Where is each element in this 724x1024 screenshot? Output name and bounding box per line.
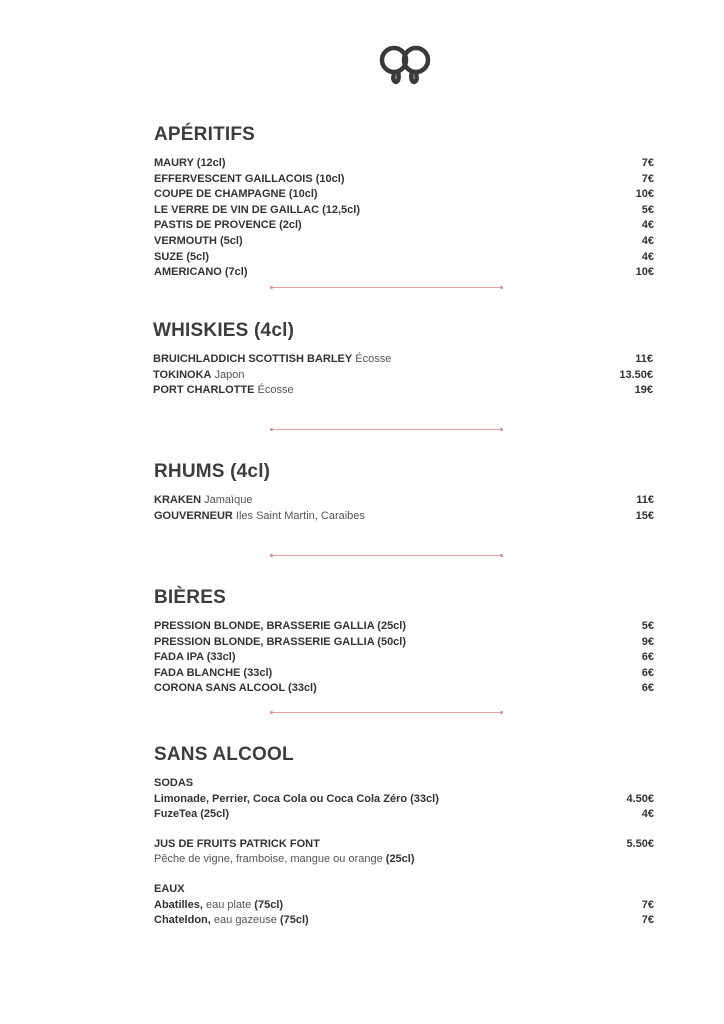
menu-item bbox=[154, 898, 654, 914]
item-price: 13.50€ bbox=[619, 368, 653, 381]
menu-item bbox=[154, 234, 654, 250]
menu-item bbox=[154, 203, 654, 219]
item-price: 6€ bbox=[641, 682, 654, 695]
menu-item bbox=[154, 807, 654, 823]
item-price: 7€ bbox=[641, 914, 654, 927]
item-name: Abatilles, bbox=[154, 898, 203, 911]
menu-item bbox=[154, 250, 654, 266]
section-divider bbox=[271, 712, 502, 713]
item-description bbox=[154, 852, 654, 868]
item-name: GOUVERNEUR bbox=[154, 509, 233, 522]
item-name: SUZE (5cl) bbox=[154, 250, 210, 263]
item-origin: Jamaïque bbox=[204, 494, 253, 506]
item-name: BRUICHLADDICH SCOTTISH BARLEY bbox=[153, 353, 353, 365]
section-divider bbox=[271, 555, 502, 556]
item-price: 10€ bbox=[635, 188, 654, 201]
section-aperitifs bbox=[154, 123, 654, 281]
item-price: 19€ bbox=[634, 384, 653, 397]
item-size: (75cl) bbox=[254, 898, 284, 911]
menu-item bbox=[153, 352, 653, 368]
group-sodas bbox=[154, 776, 654, 823]
item-size: (25cl) bbox=[385, 853, 415, 866]
group-title: SODAS bbox=[154, 777, 194, 789]
item-origin: Écosse bbox=[257, 384, 294, 397]
item-price: 4€ bbox=[641, 219, 654, 232]
menu-item bbox=[154, 172, 654, 188]
menu-item bbox=[154, 218, 654, 234]
item-price: 4€ bbox=[641, 808, 654, 821]
item-price: 11€ bbox=[636, 494, 654, 506]
item-price: 7€ bbox=[641, 898, 654, 911]
pretzel-logo-icon bbox=[378, 44, 432, 86]
item-origin: Écosse bbox=[355, 353, 392, 365]
item-name: KRAKEN bbox=[154, 494, 202, 506]
item-name: FADA BLANCHE (33cl) bbox=[154, 666, 273, 679]
section-title: WHISKIES (4cl) bbox=[153, 320, 295, 341]
menu-item bbox=[154, 493, 654, 509]
menu-item bbox=[154, 666, 654, 682]
item-name: FADA IPA (33cl) bbox=[154, 651, 236, 664]
section-title: SANS ALCOOL bbox=[154, 744, 294, 765]
item-price: 9€ bbox=[641, 635, 654, 648]
item-name: Limonade, Perrier, Coca Cola ou Coca Cola Zéro (33cl) bbox=[154, 792, 439, 805]
item-price: 4€ bbox=[641, 250, 654, 263]
item-price: 5€ bbox=[641, 620, 654, 632]
item-name: PRESSION BLONDE, BRASSERIE GALLIA (50cl) bbox=[154, 635, 407, 648]
item-price: 5€ bbox=[641, 203, 654, 216]
item-name: EFFERVESCENT GAILLACOIS (10cl) bbox=[154, 172, 345, 185]
menu-item bbox=[154, 913, 654, 929]
section-whiskies bbox=[153, 319, 653, 399]
item-name: FuzeTea (25cl) bbox=[154, 808, 229, 821]
item-desc: eau plate bbox=[205, 898, 252, 911]
section-title: BIÈRES bbox=[154, 587, 226, 608]
item-price: 10€ bbox=[635, 266, 654, 279]
item-price: 7€ bbox=[641, 172, 654, 185]
menu-item bbox=[154, 681, 654, 697]
section-title: APÉRITIFS bbox=[154, 124, 256, 145]
section-rhums bbox=[154, 460, 654, 524]
item-name: PASTIS DE PROVENCE (2cl) bbox=[154, 219, 302, 232]
item-desc: Pêche de vigne, framboise, mangue ou orange bbox=[154, 853, 383, 866]
item-price: 5.50€ bbox=[626, 837, 654, 850]
item-name: Chateldon, bbox=[154, 914, 211, 927]
item-name: JUS DE FRUITS PATRICK FONT bbox=[154, 837, 320, 850]
menu-item bbox=[154, 635, 654, 651]
item-size: (75cl) bbox=[279, 914, 309, 927]
menu-item bbox=[154, 650, 654, 666]
menu-item bbox=[154, 792, 654, 808]
item-name: AMERICANO (7cl) bbox=[154, 266, 248, 279]
item-name: TOKINOKA bbox=[153, 368, 212, 381]
menu-item bbox=[153, 368, 653, 384]
menu-item bbox=[154, 837, 654, 853]
group-eaux bbox=[154, 882, 654, 929]
group-jus bbox=[154, 837, 654, 868]
item-name: CORONA SANS ALCOOL (33cl) bbox=[154, 682, 317, 695]
item-name: PORT CHARLOTTE bbox=[153, 384, 255, 397]
section-bieres bbox=[154, 586, 654, 697]
menu-item bbox=[154, 619, 654, 635]
item-price: 15€ bbox=[635, 509, 654, 522]
item-price: 11€ bbox=[635, 353, 653, 365]
section-divider bbox=[271, 429, 502, 430]
item-name: LE VERRE DE VIN DE GAILLAC (12,5cl) bbox=[154, 203, 360, 216]
item-price: 4€ bbox=[641, 234, 654, 247]
menu-item bbox=[154, 509, 654, 525]
item-price: 6€ bbox=[641, 666, 654, 679]
group-title: EAUX bbox=[154, 882, 185, 895]
menu-item bbox=[153, 383, 653, 399]
item-name: MAURY (12cl) bbox=[154, 157, 226, 169]
item-name: VERMOUTH (5cl) bbox=[154, 234, 243, 247]
menu-item bbox=[154, 265, 654, 281]
item-origin: Japon bbox=[214, 368, 245, 381]
item-origin: Iles Saint Martin, Caraibes bbox=[235, 509, 365, 522]
section-sans-alcool bbox=[154, 743, 654, 943]
item-name: COUPE DE CHAMPAGNE (10cl) bbox=[154, 188, 318, 201]
item-price: 7€ bbox=[641, 157, 654, 169]
item-price: 6€ bbox=[641, 651, 654, 664]
item-desc: eau gazeuse bbox=[213, 914, 277, 927]
item-price: 4.50€ bbox=[626, 792, 654, 805]
section-title: RHUMS (4cl) bbox=[154, 461, 271, 482]
menu-item bbox=[154, 156, 654, 172]
item-name: PRESSION BLONDE, BRASSERIE GALLIA (25cl) bbox=[154, 620, 407, 632]
menu-item bbox=[154, 187, 654, 203]
section-divider bbox=[271, 287, 502, 288]
